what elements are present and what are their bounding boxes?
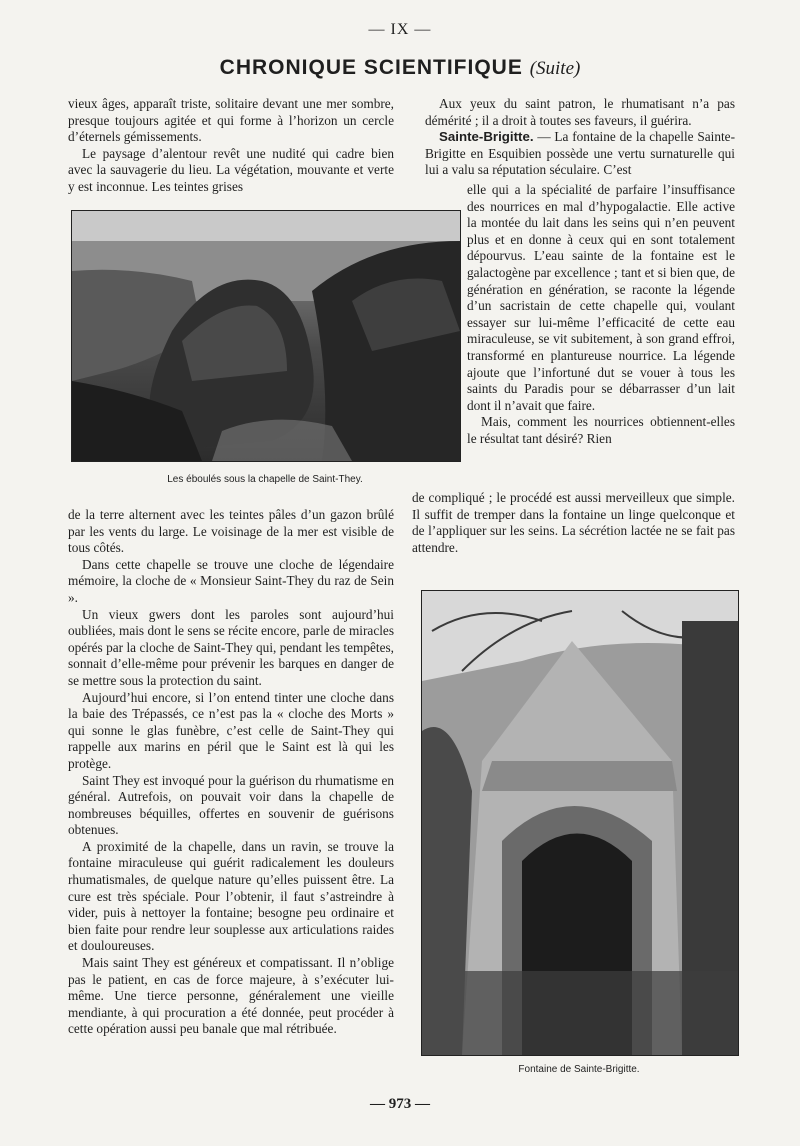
paragraph: Mais, comment les nourrices obtiennent-elles le résultat tant désiré? Rien <box>467 414 735 446</box>
paragraph: de compliqué ; le procédé est aussi merveilleux que simple. Il suffit de tremper dans la fontaine un linge quelconque et de l’appliquer sur les seins. La sécrétion lactée ne se fait pas attendre. <box>412 490 735 555</box>
right-column-wrap <box>467 182 735 448</box>
page-number: — 973 — <box>370 1096 430 1112</box>
paragraph: elle qui a la spécialité de parfaire l’insuffisance des nourrices en mal d’hypogalactie. Elle active la montée du lait dans les seins qui n’en peuvent plus et en donne à ceux qui en sont totalement dépourvus. L’eau sainte de la fontaine est le galactogène par excellence ; tant et si bien que, de génération en génération, se raconte la légende d’un sacristain de cette chapelle qui, voulant essayer sur lui-même l’efficacité de cette eau miraculeuse, se vit subitement, à son grand effroi, transformé en plantureuse nourrice. La légende ajoute que l’infortuné dut se vouer à tous les saints du Paradis pour se débarrasser d’un lait dont il n’avait que faire. <box>467 182 735 413</box>
page-title <box>0 56 800 80</box>
right-column-bottom <box>412 490 735 556</box>
title-text: CHRONIQUE SCIENTIFIQUE <box>219 56 523 79</box>
fountain-photo-illustration <box>422 591 738 1055</box>
paragraph: de la terre alternent avec les teintes pâles d’un gazon brûlé par les vents du large. Le voisinage de la mer est visible de tous côtés. <box>68 507 394 556</box>
paragraph: Saint They est invoqué pour la guérison du rhumatisme en général. Autrefois, on pouvait voir dans la chapelle de nombreuses béquilles, offertes en souvenir de guérisons obtenues. <box>68 772 394 838</box>
paragraph: Le paysage d’alentour revêt une nudité qui cadre bien avec la sauvagerie du lieu. La végétation, mouvante et verte y est inconnue. Les teintes grises <box>68 145 394 194</box>
section-heading: Sainte-Brigitte. <box>439 129 534 145</box>
paragraph: A proximité de la chapelle, dans un ravin, se trouve la fontaine miraculeuse qui guérit radicalement les douleurs rhumatismales, de quelque nature qu’elles puissent être. La cure est très spéciale. Pour l’obtenir, il faut s’astreindre à vider, puis à nettoyer la fontaine; besogne peu ordinaire et bien faite pour rendre leur souplesse aux articulations raides et douloureuses. <box>68 838 394 954</box>
paragraph: Un vieux gwers dont les paroles sont aujourd’hui oubliées, mais dont le sens se récite encore, parle de miracles opérés par la cloche de Saint-They qui, pendant les tempêtes, sonnait d’elle-même pour prévenir les barques en danger de se mettre sous la protection du saint. <box>68 606 394 688</box>
right-column-top <box>425 96 735 179</box>
coast-photo-illustration <box>72 211 460 461</box>
title-suffix: (Suite) <box>529 58 581 79</box>
paragraph: vieux âges, apparaît triste, solitaire devant une mer sombre, presque toujours agitée et qui forme à l’horizon un cercle d’éternels gémissements. <box>68 96 394 145</box>
photo-eboules-saint-they <box>71 210 461 462</box>
paragraph: Dans cette chapelle se trouve une cloche de légendaire mémoire, la cloche de « Monsieur Saint-They du raz de Sein ». <box>68 556 394 605</box>
figure-caption: Les éboulés sous la chapelle de Saint-They. <box>167 474 363 485</box>
paragraph: Mais saint They est généreux et compatissant. Il n’oblige pas le patient, en cas de force majeure, à s’exécuter lui-même. Une tierce personne, généralement une vieille mendiante, à qui procuration a été donnée, peut procéder à cette opération aussi peu banale que mal rétribuée. <box>68 955 394 1037</box>
left-column-top <box>68 96 394 196</box>
section-lead: — La fontaine de la chapelle Sainte-Brigitte en Esquibien possède une vertu surnaturelle qui lui a valu sa réputation séculaire. C’est <box>425 129 735 178</box>
paragraph: Aux yeux du saint patron, le rhumatisant n’a pas démérité ; il a droit à toutes ses faveurs, il guérira. <box>425 96 735 128</box>
figure-caption: Fontaine de Sainte-Brigitte. <box>518 1064 640 1075</box>
sainte-brigitte-paragraph <box>425 129 735 179</box>
paragraph: Aujourd’hui encore, si l’on entend tinter une cloche dans la baie des Trépassés, ce n’est pas la « cloche des Morts » qui sonne le glas funèbre, c’est celle de Saint-They qui rappelle aux marins en péril que le Saint est là qui les protège. <box>68 689 394 771</box>
page-roman-numeral: — IX — <box>368 21 432 38</box>
left-column-bottom <box>68 507 394 1038</box>
photo-fontaine-sainte-brigitte <box>421 590 739 1056</box>
